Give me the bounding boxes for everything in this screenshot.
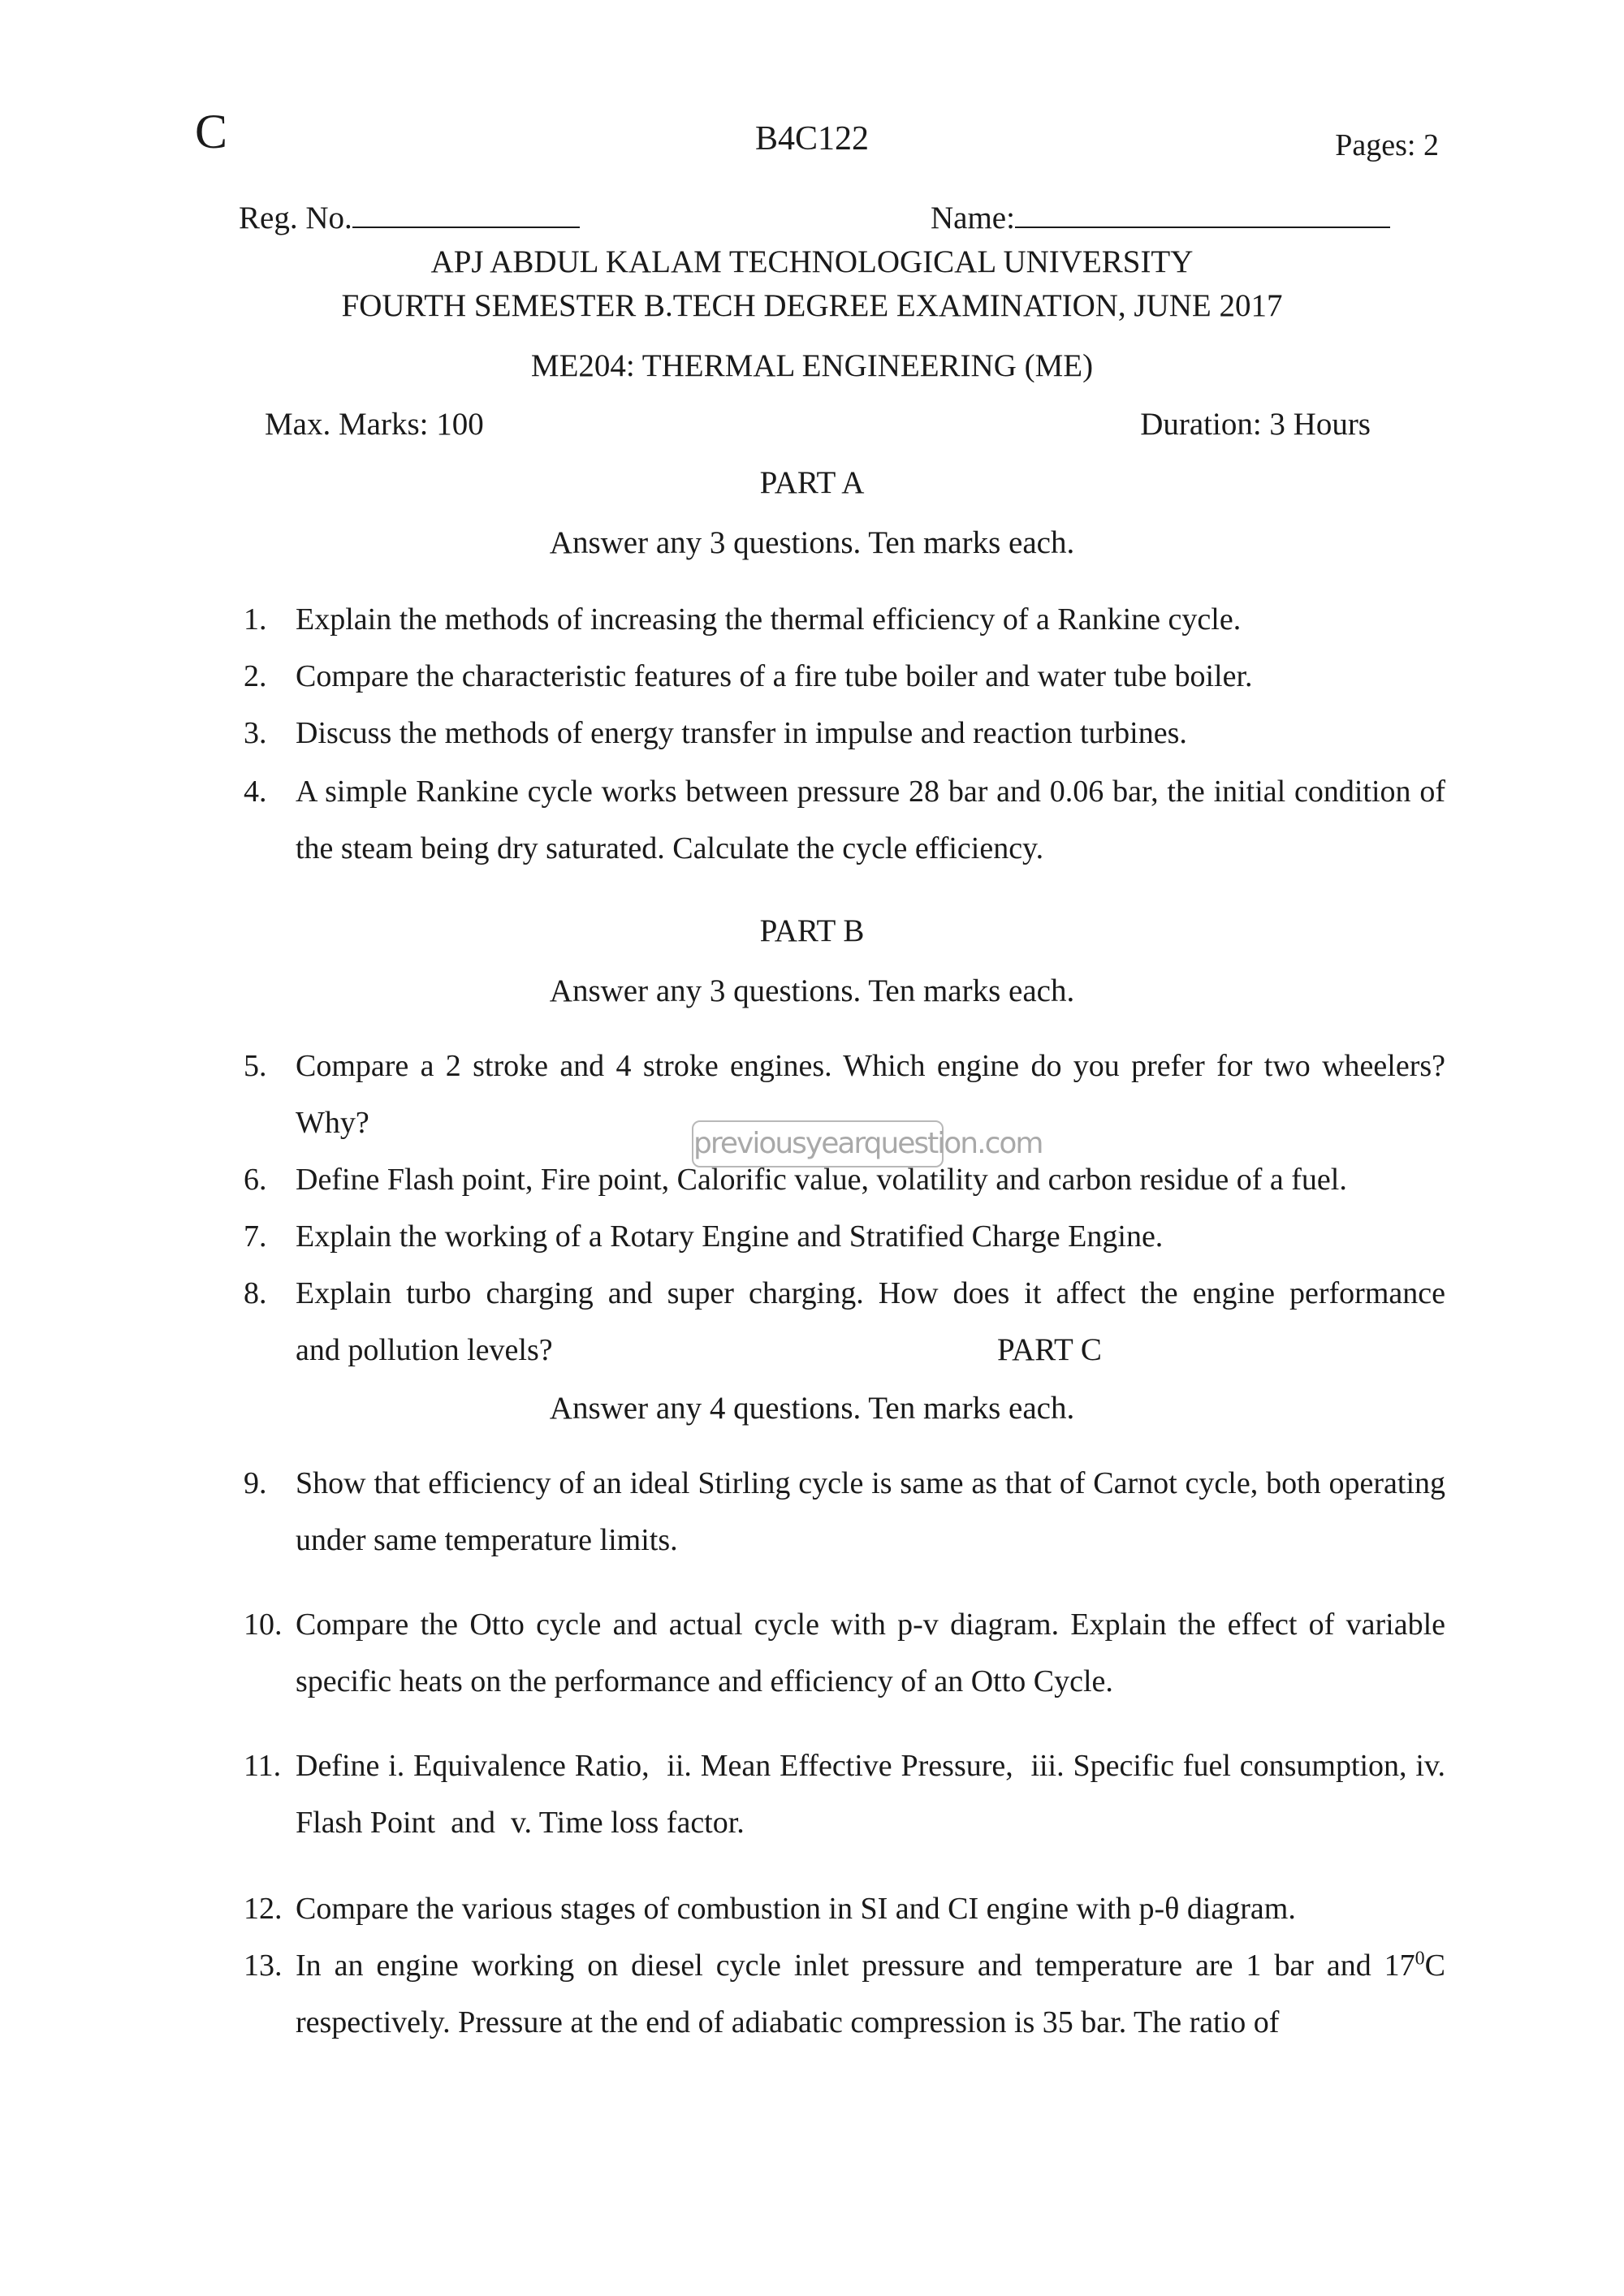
question-text: Explain the working of a Rotary Engine and Stratified Charge Engine. [296, 1219, 1164, 1254]
question-text: Explain turbo charging and super charging. How does it affect the engine performance [296, 1276, 1445, 1310]
question-text: A simple Rankine cycle works between pressure 28 bar and 0.06 bar, the initial condition of the steam being dry saturated. Calculate the cycle efficiency. [296, 775, 1445, 865]
question-text: Discuss the methods of energy transfer in impulse and reaction turbines. [296, 716, 1187, 750]
exam-title: FOURTH SEMESTER B.TECH DEGREE EXAMINATION, JUNE 2017 [341, 288, 1283, 323]
question-text: Compare the Otto cycle and actual cycle with p-v diagram. Explain the effect of variable specific heats on the performance and efficiency of an Otto Cycle. [296, 1608, 1445, 1698]
question-8 [244, 1265, 1445, 1379]
question-text: Compare the various stages of combustion in SI and CI engine with p-θ diagram. [296, 1892, 1296, 1926]
question-number: 2. [244, 659, 267, 693]
question-text: Compare a 2 stroke and 4 stroke engines. Which engine do you prefer for two wheelers? Why? [296, 1049, 1445, 1140]
question-number: 1. [244, 602, 267, 637]
question-number: 11. [244, 1749, 282, 1783]
set-code: C [195, 105, 228, 158]
question-text: Explain the methods of increasing the thermal efficiency of a Rankine cycle. [296, 602, 1242, 637]
question-text: Show that efficiency of an ideal Stirling cycle is same as that of Carnot cycle, both operating under same temperature limits. [296, 1466, 1445, 1557]
question-text-continued: and pollution levels? [296, 1333, 553, 1367]
question-number: 7. [244, 1219, 267, 1254]
reg-no-blank [352, 202, 580, 228]
question-text-continued: respectively. Pressure at the end of adiabatic compression is 35 bar. The ratio of [296, 2005, 1280, 2039]
question-3 [244, 705, 1445, 762]
page-count: Pages: 2 [1335, 128, 1439, 162]
part-a-instruction: Answer any 3 questions. Ten marks each. [549, 525, 1075, 560]
degree-superscript: 0 [1415, 1948, 1425, 1970]
name-field [931, 200, 1390, 236]
question-11 [244, 1737, 1453, 1851]
question-12 [244, 1880, 1445, 1937]
max-marks: Max. Marks: 100 [265, 407, 484, 442]
question-number: 4. [244, 775, 267, 809]
reg-no-field [239, 200, 580, 236]
question-number: 13. [244, 1949, 283, 1983]
part-c-instruction: Answer any 4 questions. Ten marks each. [549, 1391, 1075, 1426]
question-text-main: In an engine working on diesel cycle inlet pressure and temperature are 1 bar and 17 [296, 1949, 1415, 1983]
question-text: Define Flash point, Fire point, Calorific value, volatility and carbon residue of a fuel. [296, 1163, 1347, 1197]
question-text: Compare the characteristic features of a fire tube boiler and water tube boiler. [296, 659, 1253, 693]
part-b-title: PART B [759, 913, 865, 948]
question-number: 8. [244, 1276, 267, 1310]
name-blank [1015, 202, 1390, 228]
subject-title: ME204: THERMAL ENGINEERING (ME) [530, 348, 1094, 383]
name-label: Name: [931, 201, 1015, 235]
question-number: 12. [244, 1892, 283, 1926]
question-number: 6. [244, 1163, 267, 1197]
question-13 [244, 1937, 1445, 2051]
part-c-title: PART C [997, 1332, 1102, 1367]
question-2 [244, 648, 1445, 705]
question-text-unit: C [1424, 1949, 1445, 1983]
question-text: Define i. Equivalence Ratio, ii. Mean Effective Pressure, iii. Specific fuel consumption, iv. Flash Point and v. Time loss factor. [296, 1749, 1453, 1840]
part-a-title: PART A [759, 465, 865, 500]
question-number: 10. [244, 1608, 283, 1642]
question-10 [244, 1596, 1445, 1710]
question-7 [244, 1208, 1445, 1265]
question-number: 5. [244, 1049, 267, 1083]
reg-no-label: Reg. No. [239, 201, 352, 235]
question-4 [244, 763, 1445, 877]
duration: Duration: 3 Hours [1140, 407, 1371, 442]
question-text [296, 1937, 1445, 1994]
university-name: APJ ABDUL KALAM TECHNOLOGICAL UNIVERSITY [430, 244, 1194, 279]
question-9 [244, 1455, 1445, 1569]
question-number: 3. [244, 716, 267, 750]
watermark: previousyearquestion.com [692, 1120, 944, 1167]
part-b-instruction: Answer any 3 questions. Ten marks each. [549, 973, 1075, 1008]
course-code: B4C122 [754, 120, 870, 158]
question-1 [244, 591, 1445, 648]
question-number: 9. [244, 1466, 267, 1500]
